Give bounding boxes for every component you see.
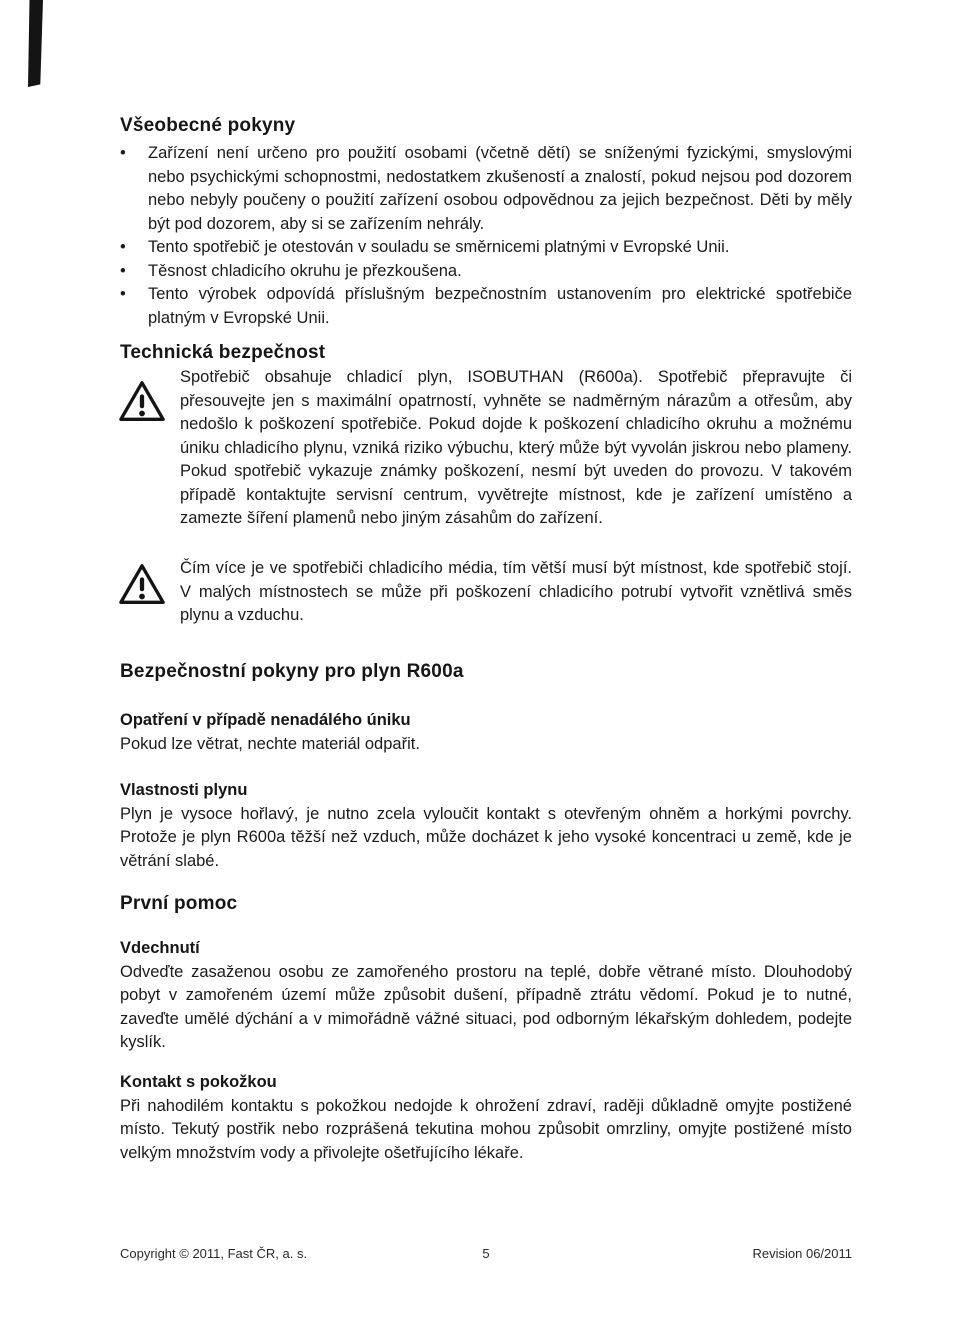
warning-text: Čím více je ve spotřebiči chladicího média, tím větší musí být místnost, kde spotřebič stojí. V malých místnostech se může při poškození chladicího potrubí vytvořit vznětlivá směs plynu a vzduchu. [180,559,852,624]
subsection-body: Odveďte zasaženou osobu ze zamořeného prostoru na teplé, dobře větrané místo. Dlouhodobý pobyt v zamořeném území může způsobit dušení, případně ztrátu vědomí. Pokud je to nutné, zaveďte umělé dýchání a v mimořádně vážné situaci, pod odborným lékařským dohledem, podejte kyslík. [120,962,852,1051]
bullet-text: Tento spotřebič je otestován v souladu se směrnicemi platnými v Evropské Unii. [148,238,730,256]
subsection-title: Vdechnutí [120,939,200,957]
section-heading-first-aid: První pomoc [120,893,238,914]
subsection-inhalation [120,937,852,1055]
subsection-body: Při nahodilém kontaktu s pokožkou nedojde k ohrožení zdraví, raději důkladně omyjte postižené místo. Tekutý postřik nebo rozprášená tekutina mohou způsobit omrzliny, omyjte postižené místo velkým množstvím vody a přivolejte ošetřujícího lékaře. [120,1096,852,1162]
warning-triangle-icon [118,378,166,426]
bullet-marker: • [120,285,126,303]
list-item [120,142,852,236]
subsection-title: Opatření v případě nenadálého úniku [120,711,411,729]
subsection-gas-properties [120,779,852,873]
list-item [120,260,852,284]
bullet-text: Těsnost chladicího okruhu je přezkoušena. [148,261,462,280]
section-heading-general: Všeobecné pokyny [120,115,296,136]
section-heading-technical: Technická bezpečnost [120,342,326,363]
warning-text: Spotřebič obsahuje chladicí plyn, ISOBUTHAN (R600a). Spotřebič přepravujte či přesouvejte jen s maximální opatrností, vyhněte se nadměrným nárazům a otřesům, aby nedošlo k poškození spotřebiče. Pokud dojde k poškození chladicího okruhu a možnému úniku chladicího plynu, vzniká riziko výbuchu, který může být vyvolán jiskrou nebo plameny. Pokud spotřebič vykazuje známky poškození, nesmí být uveden do provozu. V takovém případě kontaktujte servisní centrum, vyvětrejte místnost, kde je zařízení umístěno a zamezte šíření plamenů nebo jiným zásahům do zařízení. [180,368,852,527]
bullet-text: Tento výrobek odpovídá příslušným bezpečnostním ustanovením pro elektrické spotřebiče platným v Evropské Unii. [148,285,852,327]
general-bullet-list [120,142,852,330]
subsection-body: Plyn je vysoce hořlavý, je nutno zcela vyloučit kontakt s otevřeným ohněm a horkými povrchy. Protože je plyn R600a těžší než vzduch, může docházet k jeho vysoké koncentraci u země, kde je větrání slabé. [120,804,852,870]
subsection-title: Vlastnosti plynu [120,781,248,799]
bullet-text: Zařízení není určeno pro použití osobami (včetně dětí) se sníženými fyzickými, smyslovými nebo psychickými schopnostmi, nedostatkem zkušeností a znalostí, pokud nejsou pod dozorem nebo nebyly poučeny o použití zařízení osobou odpovědnou za jejich bezpečnost. Děti by měly být pod dozorem, aby si se zařízením nehrály. [148,144,852,233]
scan-artifact-mark [28,0,43,87]
subsection-sudden-leak [120,709,852,756]
subsection-body: Pokud lze větrat, nechte materiál odpařit. [120,734,420,753]
subsection-skin-contact [120,1071,852,1165]
warning-triangle-icon [118,561,166,609]
bullet-marker: • [120,144,126,162]
footer-copyright: Copyright © 2011, Fast ČR, a. s. [120,1246,308,1261]
list-item [120,236,852,260]
subsection-title: Kontakt s pokožkou [120,1073,277,1091]
footer-page-number: 5 [482,1246,490,1261]
list-item [120,283,852,330]
bullet-marker: • [120,238,126,256]
warning-block-room-size [118,557,852,628]
section-heading-gas-safety: Bezpečnostní pokyny pro plyn R600a [120,661,464,682]
warning-block-refrigerant [118,366,852,531]
bullet-marker: • [120,261,126,280]
footer-revision: Revision 06/2011 [752,1246,852,1261]
